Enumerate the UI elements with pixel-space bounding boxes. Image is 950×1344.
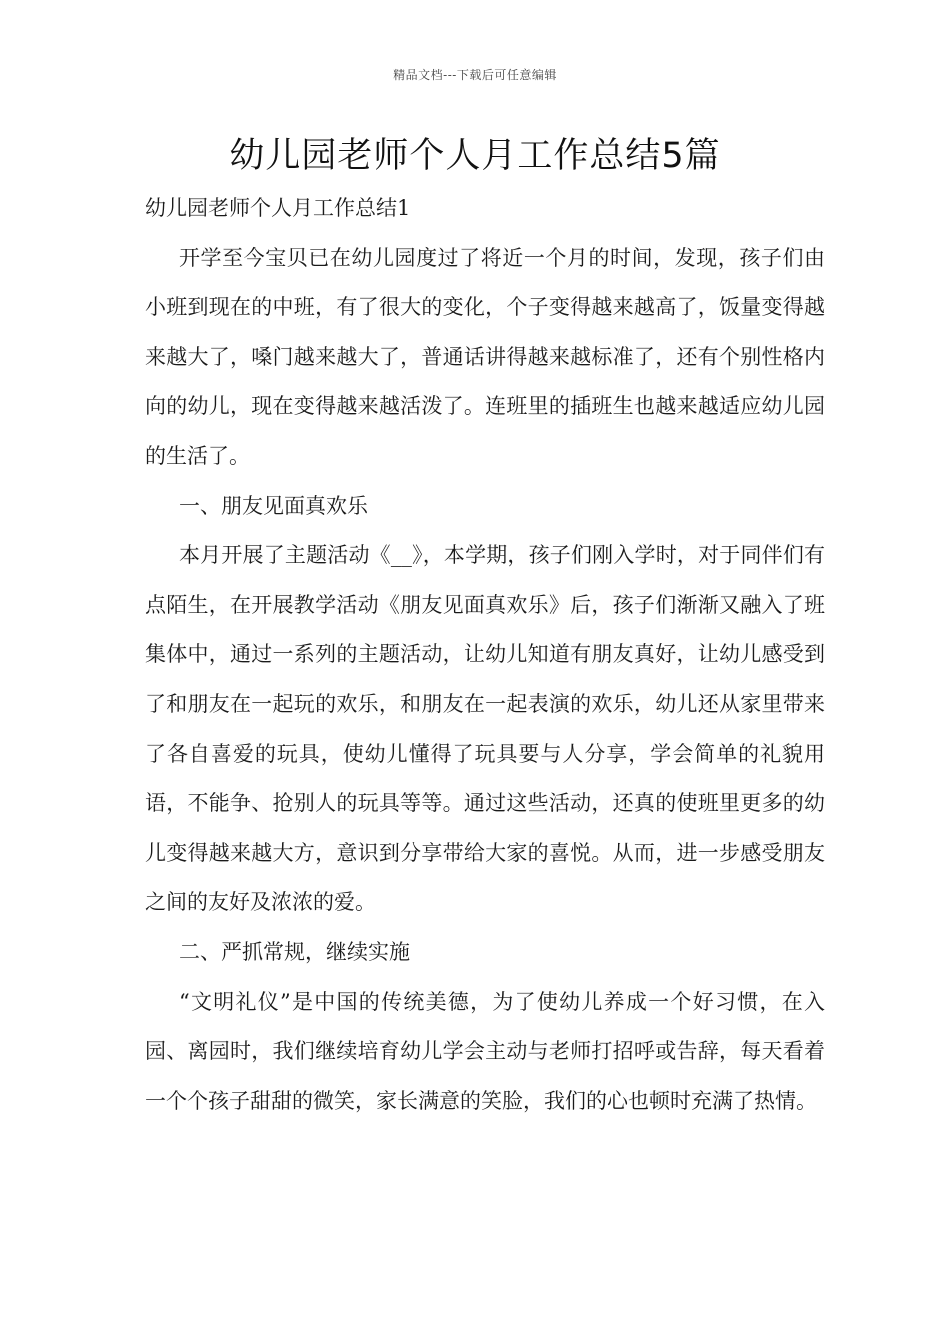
paragraph-routine: “文明礼仪”是中国的传统美德，为了使幼儿养成一个好习惯，在入园、离园时，我们继续培育幼儿学会主动与老师打招呼或告辞，每天看着一个个孩子甜甜的微笑，家长满意的笑脸，我们的心也顿时充满了热情。 [145, 989, 825, 1113]
section-label: 幼儿园老师个人月工作总结1 [145, 196, 411, 220]
paragraph-friends: 本月开展了主题活动《__》，本学期，孩子们刚入学时，对于同伴们有点陌生，在开展教学活动《朋友见面真欢乐》后，孩子们渐渐又融入了班集体中，通过一系列的主题活动，让幼儿知道有朋友真好，让幼儿感受到了和朋友在一起玩的欢乐，和朋友在一起表演的欢乐，幼儿还从家里带来了各自喜爱的玩具，使幼儿懂得了玩具要与人分享，学会简单的礼貌用语，不能争、抢别人的玩具等等。通过这些活动，还真的使班里更多的幼儿变得越来越大方，意识到分享带给大家的喜悦。从而，进一步感受朋友之间的友好及浓浓的爱。 [145, 543, 825, 915]
header-note: 精品文档---下载后可任意编辑 [393, 68, 557, 82]
heading-routine: 二、严抓常规，继续实施 [179, 939, 410, 964]
heading-friends: 一、朋友见面真欢乐 [179, 493, 368, 518]
document-title: 幼儿园老师个人月工作总结5篇 [229, 136, 721, 176]
document-body [145, 184, 825, 1126]
intro-paragraph: 开学至今宝贝已在幼儿园度过了将近一个月的时间，发现，孩子们由小班到现在的中班，有了很大的变化，个子变得越来越高了，饭量变得越来越大了，嗓门越来越大了，普通话讲得越来越标准了，还有个别性格内向的幼儿，现在变得越来越活泼了。连班里的插班生也越来越适应幼儿园的生活了。 [145, 245, 825, 468]
